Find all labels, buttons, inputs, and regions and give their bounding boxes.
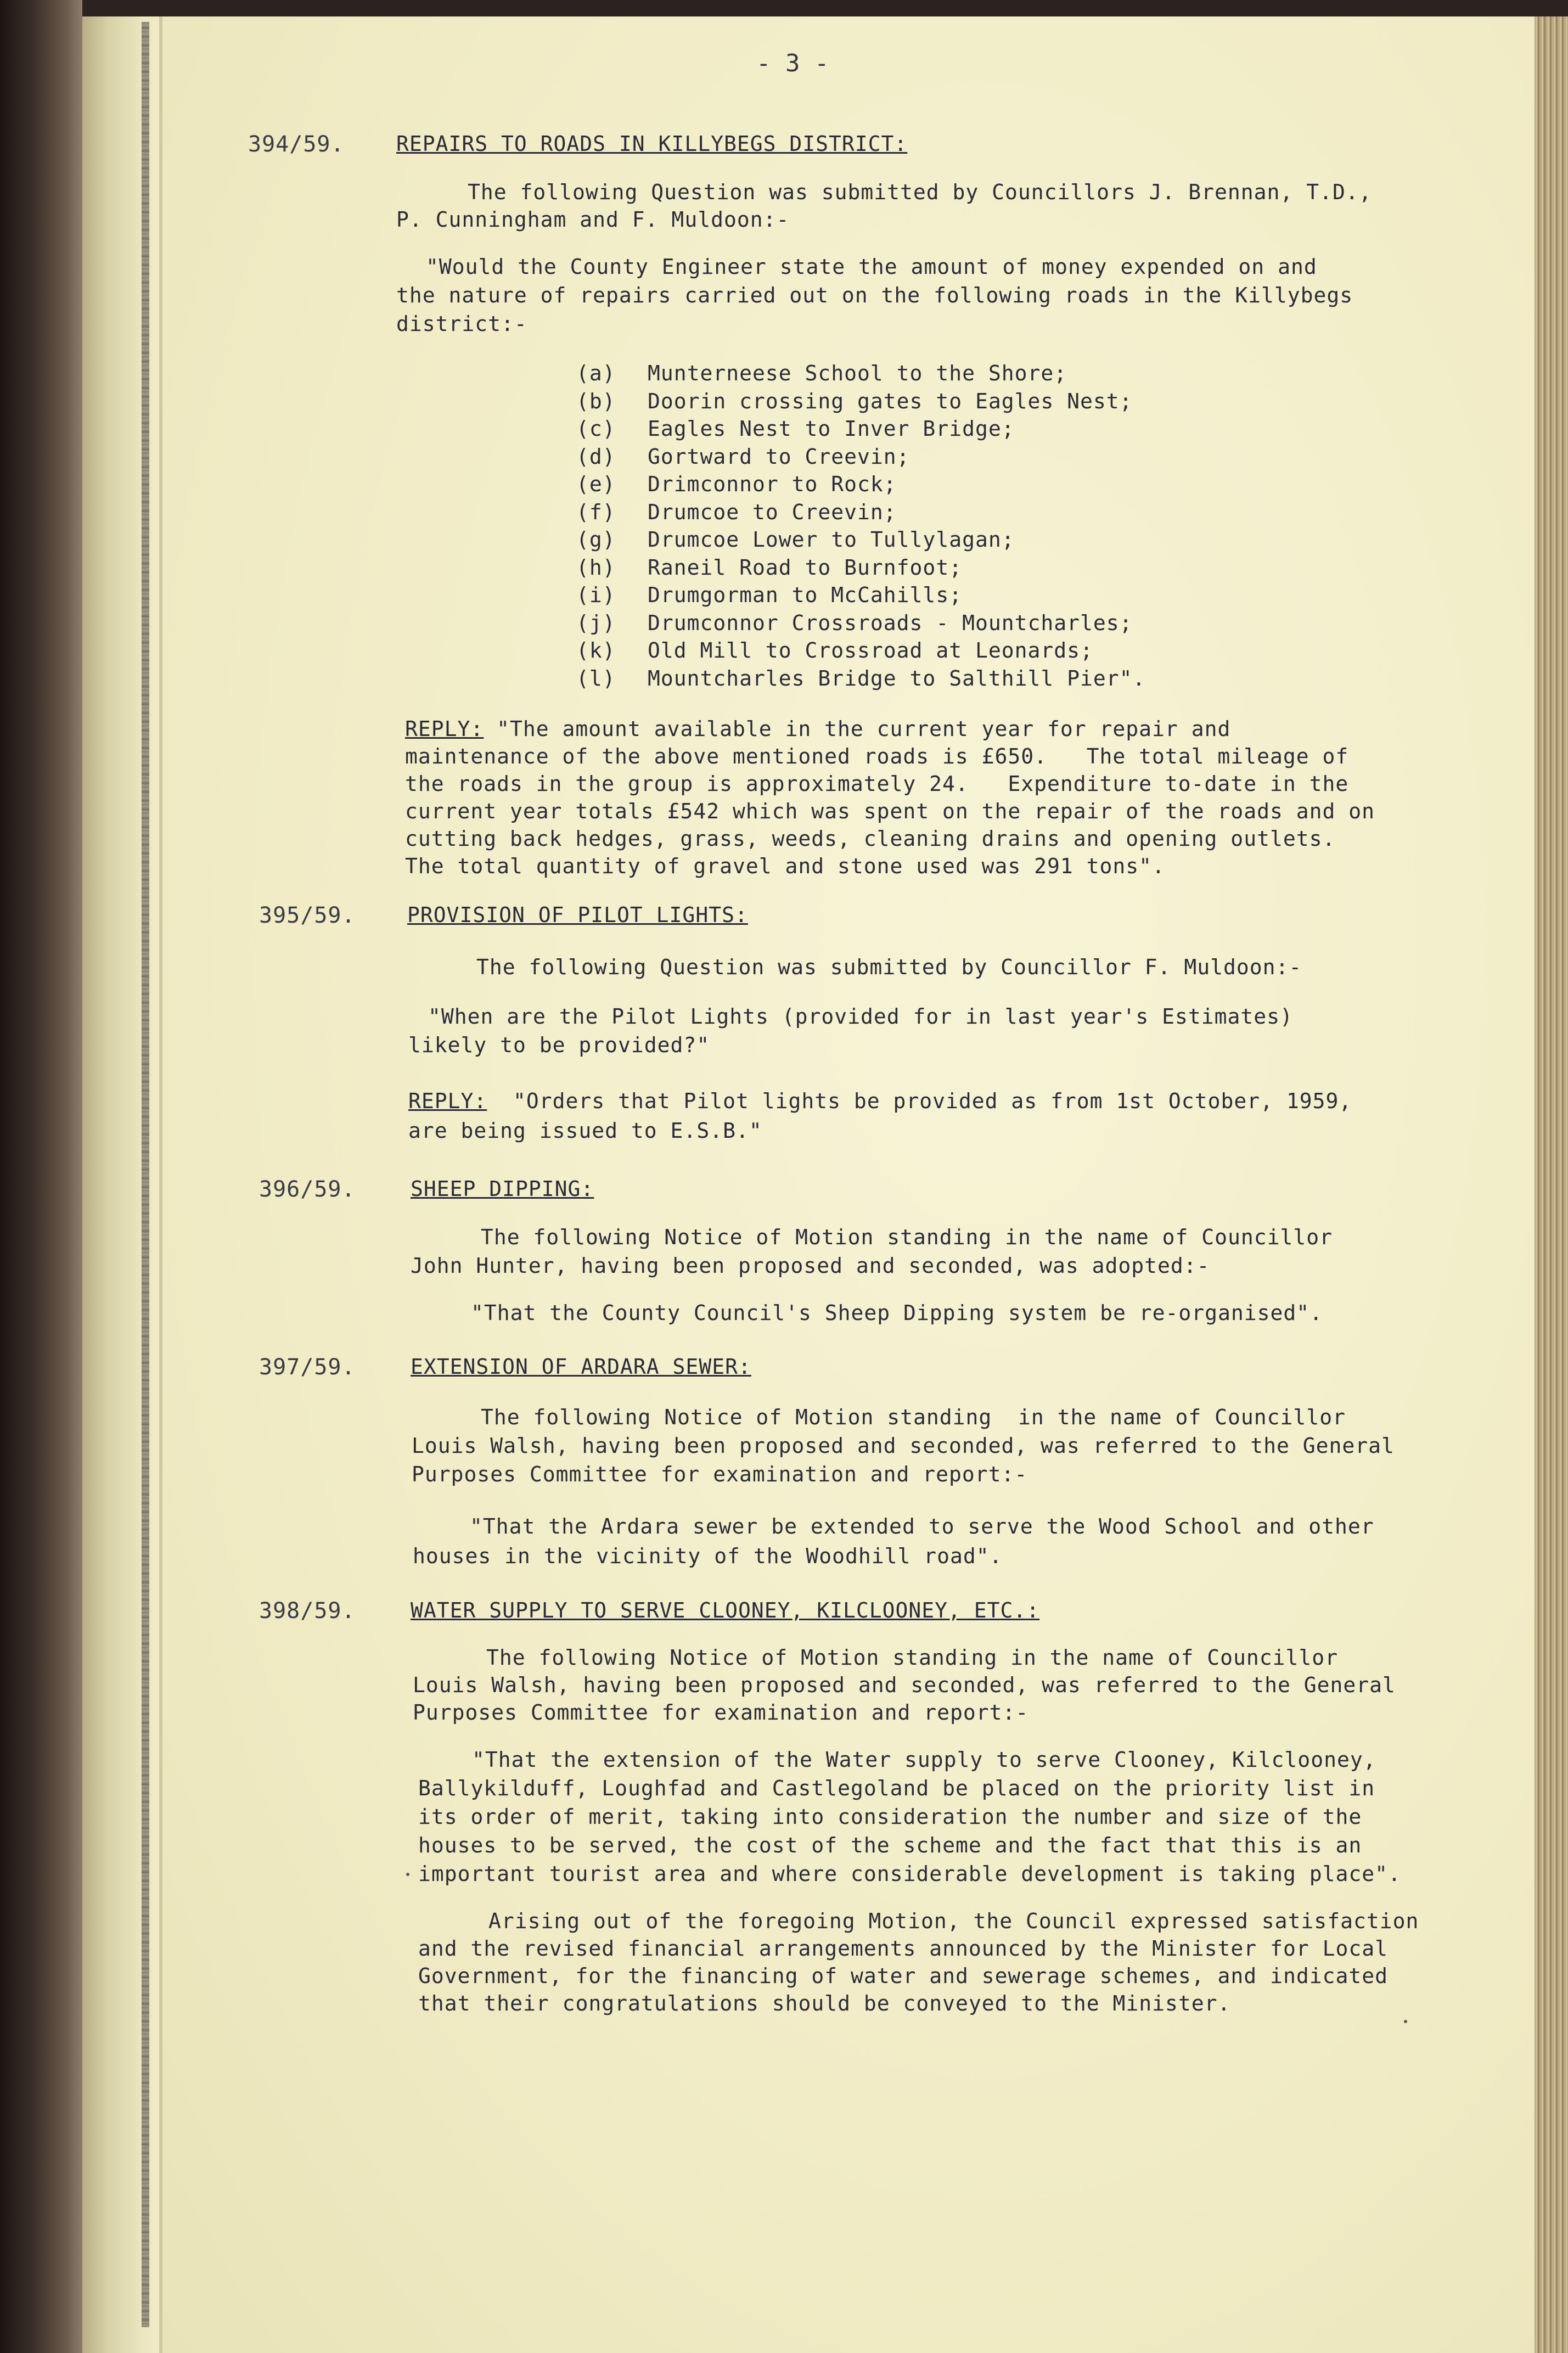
reply-line: The total quantity of gravel and stone used was 291 tons". [405, 854, 1165, 878]
list-letter: (b) [576, 389, 616, 413]
list-item [576, 470, 1145, 498]
motion-line: "That the County Council's Sheep Dipping system be re-organised". [471, 1301, 1323, 1325]
list-text: Old Mill to Crossroad at Leonards; [648, 638, 1093, 662]
list-letter: (k) [576, 638, 616, 662]
reply-line [405, 715, 1230, 743]
list-letter: (h) [576, 555, 616, 580]
question-line: the nature of repairs carried out on the following roads in the Killybegs [396, 283, 1353, 307]
intro-line: The following Notice of Motion standing in the name of Councillor [481, 1405, 1346, 1429]
page-number: - 3 - [756, 49, 829, 77]
motion-line: its order of merit, taking into consideration the number and size of the [418, 1805, 1362, 1829]
list-text: Doorin crossing gates to Eagles Nest; [648, 389, 1133, 413]
list-text: Munterneese School to the Shore; [648, 361, 1067, 385]
list-letter: (e) [576, 472, 616, 496]
minute-number: 398/59. [259, 1598, 356, 1624]
reply-line: the roads in the group is approximately 24. Expenditure to-date in the [405, 772, 1349, 796]
reply-label: REPLY: [408, 1089, 487, 1113]
list-text: Drumgorman to McCahills; [648, 583, 963, 607]
list-item [576, 415, 1145, 443]
list-text: Drumcoe to Creevin; [648, 499, 897, 524]
intro-line: Purposes Committee for examination and report:- [413, 1700, 1029, 1725]
section-heading: REPAIRS TO ROADS IN KILLYBEGS DISTRICT: [396, 132, 908, 156]
reply-line [408, 1087, 1352, 1115]
intro-line: Purposes Committee for examination and report:- [412, 1462, 1028, 1486]
intro-line: John Hunter, having been proposed and seconded, was adopted:- [411, 1254, 1210, 1278]
minute-number: 394/59. [248, 132, 345, 157]
reply-line: maintenance of the above mentioned roads is £650. The total mileage of [405, 744, 1349, 768]
binding-stitching [142, 22, 149, 2327]
section-heading: SHEEP DIPPING: [411, 1177, 594, 1201]
intro-line: The following Notice of Motion standing in the name of Councillor [486, 1646, 1339, 1670]
minute-number: 396/59. [259, 1177, 356, 1202]
page-stack-edge [1535, 0, 1568, 2353]
motion-line: houses in the vicinity of the Woodhill road". [413, 1544, 1003, 1568]
binder-spine [0, 0, 82, 2353]
list-item [576, 665, 1145, 693]
list-letter: (i) [576, 583, 616, 607]
question-line: likely to be provided?" [408, 1033, 710, 1057]
motion-line: "That the extension of the Water supply to serve Clooney, Kilclooney, [472, 1748, 1376, 1772]
list-text: Mountcharles Bridge to Salthill Pier". [648, 666, 1146, 690]
roads-list [576, 360, 1145, 692]
list-letter: (f) [576, 499, 616, 524]
question-line: "When are the Pilot Lights (provided for in last year's Estimates) [428, 1004, 1293, 1029]
list-text: Eagles Nest to Inver Bridge; [648, 417, 1015, 441]
motion-line: Ballykilduff, Loughfad and Castlegoland be placed on the priority list in [418, 1776, 1375, 1800]
section-heading: EXTENSION OF ARDARA SEWER: [411, 1355, 751, 1379]
reply-line: current year totals £542 which was spent on the repair of the roads and on [405, 799, 1375, 823]
reply-line: cutting back hedges, grass, weeds, cleaning drains and opening outlets. [405, 827, 1336, 851]
reply-line: are being issued to E.S.B." [408, 1119, 762, 1143]
list-item [576, 443, 1145, 471]
list-text: Raneil Road to Burnfoot; [648, 555, 963, 580]
motion-line: houses to be served, the cost of the scheme and the fact that this is an [418, 1833, 1362, 1857]
reply-text: "The amount available in the current year for repair and [484, 717, 1231, 741]
list-text: Drimconnor to Rock; [648, 472, 897, 496]
motion-line: important tourist area and where considerable development is taking place". [418, 1862, 1401, 1886]
intro-line: The following Question was submitted by Councillor F. Muldoon:- [476, 955, 1302, 979]
list-letter: (g) [576, 527, 616, 552]
ink-speck [406, 1873, 409, 1876]
intro-line: Louis Walsh, having been proposed and seconded, was referred to the General [413, 1673, 1396, 1697]
reply-label: REPLY: [405, 717, 484, 741]
intro-line: The following Question was submitted by Councillors J. Brennan, T.D., [468, 180, 1372, 204]
binding-margin [82, 0, 170, 2353]
list-letter: (c) [576, 417, 616, 441]
minute-number: 397/59. [259, 1355, 356, 1380]
followup-line: and the revised financial arrangements announced by the Minister for Local [418, 1936, 1388, 1961]
intro-line: Louis Walsh, having been proposed and seconded, was referred to the General [412, 1434, 1395, 1458]
list-item [576, 526, 1145, 554]
list-letter: (a) [576, 361, 616, 385]
followup-line: that their congratulations should be conveyed to the Minister. [418, 1991, 1231, 2015]
list-letter: (j) [576, 610, 616, 635]
list-letter: (d) [576, 444, 616, 469]
list-item [576, 609, 1145, 637]
list-item [576, 554, 1145, 582]
followup-line: Government, for the financing of water and sewerage schemes, and indicated [418, 1964, 1388, 1988]
intro-line: P. Cunningham and F. Muldoon:- [396, 207, 790, 232]
followup-line: Arising out of the foregoing Motion, the Council expressed satisfaction [488, 1909, 1419, 1933]
list-letter: (l) [576, 666, 616, 690]
list-item [576, 637, 1145, 665]
intro-line: The following Notice of Motion standing in the name of Councillor [481, 1225, 1333, 1249]
section-heading: PROVISION OF PILOT LIGHTS: [407, 903, 748, 927]
list-text: Gortward to Creevin; [648, 444, 910, 469]
question-line: district:- [396, 312, 527, 336]
ink-speck [1404, 2020, 1407, 2023]
reply-text: "Orders that Pilot lights be provided as from 1st October, 1959, [487, 1089, 1352, 1113]
list-text: Drumconnor Crossroads - Mountcharles; [648, 610, 1133, 635]
list-item [576, 498, 1145, 526]
section-heading: WATER SUPPLY TO SERVE CLOONEY, KILCLOONEY, ETC.: [411, 1598, 1040, 1622]
list-item [576, 360, 1145, 388]
question-line: "Would the County Engineer state the amount of money expended on and [426, 255, 1317, 279]
list-item [576, 388, 1145, 415]
list-text: Drumcoe Lower to Tullylagan; [648, 527, 1015, 552]
list-item [576, 581, 1145, 609]
minute-number: 395/59. [259, 903, 356, 928]
top-shadow [82, 0, 1568, 16]
motion-line: "That the Ardara sewer be extended to serve the Wood School and other [470, 1514, 1374, 1538]
